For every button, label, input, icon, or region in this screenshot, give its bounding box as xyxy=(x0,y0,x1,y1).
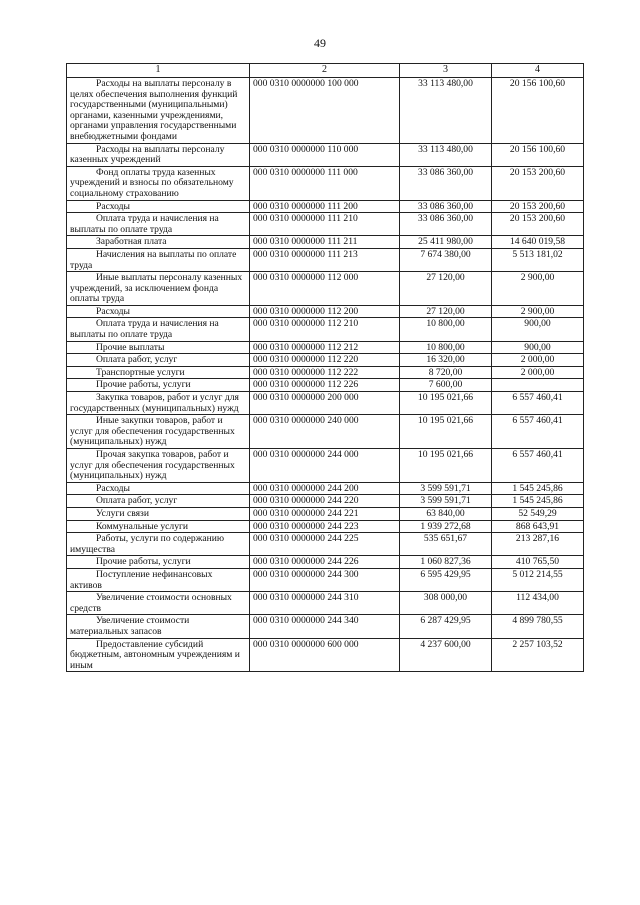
row-code-cell: 000 0310 0000000 111 000 xyxy=(250,166,400,200)
row-plan-value: 1 060 827,36 xyxy=(400,556,492,569)
row-plan-value: 33 086 360,00 xyxy=(400,200,492,213)
row-name-cell: Прочие работы, услуги xyxy=(67,379,250,392)
table-row xyxy=(67,592,584,615)
row-plan-value: 4 237 600,00 xyxy=(400,638,492,672)
row-name-cell: Иные закупки товаров, работ и услуг для обеспечения государственных (муниципальных) нужд xyxy=(67,415,250,449)
table-row xyxy=(67,638,584,672)
row-name-cell: Расходы xyxy=(67,482,250,495)
row-code-cell: 000 0310 0000000 244 300 xyxy=(250,568,400,591)
row-name-cell: Коммунальные услуги xyxy=(67,520,250,533)
row-actual-value: 2 900,00 xyxy=(492,305,584,318)
row-plan-value: 27 120,00 xyxy=(400,305,492,318)
table-row xyxy=(67,520,584,533)
row-code-cell: 000 0310 0000000 112 200 xyxy=(250,305,400,318)
row-actual-value: 112 434,00 xyxy=(492,592,584,615)
row-name-cell: Работы, услуги по содержанию имущества xyxy=(67,533,250,556)
row-plan-value: 7 674 380,00 xyxy=(400,248,492,271)
table-row xyxy=(67,213,584,236)
row-actual-value: 868 643,91 xyxy=(492,520,584,533)
row-plan-value: 10 195 021,66 xyxy=(400,415,492,449)
table-row xyxy=(67,318,584,341)
row-code-cell: 000 0310 0000000 244 200 xyxy=(250,482,400,495)
column-header: 1 xyxy=(67,64,250,78)
table-row xyxy=(67,495,584,508)
row-code-cell: 000 0310 0000000 244 221 xyxy=(250,507,400,520)
row-name-cell: Расходы xyxy=(67,200,250,213)
row-name-cell: Прочие работы, услуги xyxy=(67,556,250,569)
row-actual-value: 900,00 xyxy=(492,341,584,354)
row-code-cell: 000 0310 0000000 244 226 xyxy=(250,556,400,569)
row-actual-value: 410 765,50 xyxy=(492,556,584,569)
row-actual-value: 4 899 780,55 xyxy=(492,615,584,638)
row-plan-value: 535 651,67 xyxy=(400,533,492,556)
column-header: 3 xyxy=(400,64,492,78)
table-row xyxy=(67,507,584,520)
row-name-cell: Иные выплаты персоналу казенных учреждений, за исключением фонда оплаты труда xyxy=(67,272,250,306)
row-actual-value: 900,00 xyxy=(492,318,584,341)
row-plan-value: 7 600,00 xyxy=(400,379,492,392)
row-plan-value: 1 939 272,68 xyxy=(400,520,492,533)
row-actual-value: 6 557 460,41 xyxy=(492,392,584,415)
row-actual-value: 213 287,16 xyxy=(492,533,584,556)
budget-table xyxy=(66,63,584,672)
row-actual-value: 20 156 100,60 xyxy=(492,78,584,144)
row-plan-value: 6 287 429,95 xyxy=(400,615,492,638)
row-plan-value: 33 113 480,00 xyxy=(400,143,492,166)
row-code-cell: 000 0310 0000000 244 340 xyxy=(250,615,400,638)
row-plan-value: 63 840,00 xyxy=(400,507,492,520)
row-actual-value: 2 257 103,52 xyxy=(492,638,584,672)
row-name-cell: Начисления на выплаты по оплате труда xyxy=(67,248,250,271)
row-plan-value: 25 411 980,00 xyxy=(400,236,492,249)
row-actual-value: 20 153 200,60 xyxy=(492,200,584,213)
table-row xyxy=(67,354,584,367)
row-code-cell: 000 0310 0000000 111 213 xyxy=(250,248,400,271)
row-code-cell: 000 0310 0000000 112 212 xyxy=(250,341,400,354)
column-header: 4 xyxy=(492,64,584,78)
table-row xyxy=(67,482,584,495)
row-code-cell: 000 0310 0000000 112 220 xyxy=(250,354,400,367)
table-row xyxy=(67,615,584,638)
row-code-cell: 000 0310 0000000 111 200 xyxy=(250,200,400,213)
row-code-cell: 000 0310 0000000 244 310 xyxy=(250,592,400,615)
row-name-cell: Прочая закупка товаров, работ и услуг для обеспечения государственных (муниципальных) нужд xyxy=(67,449,250,483)
row-code-cell: 000 0310 0000000 244 220 xyxy=(250,495,400,508)
row-plan-value: 10 195 021,66 xyxy=(400,449,492,483)
row-code-cell: 000 0310 0000000 111 211 xyxy=(250,236,400,249)
row-name-cell: Транспортные услуги xyxy=(67,366,250,379)
table-row xyxy=(67,305,584,318)
row-plan-value: 8 720,00 xyxy=(400,366,492,379)
row-name-cell: Предоставление субсидий бюджетным, автономным учреждениям и иным xyxy=(67,638,250,672)
row-plan-value: 6 595 429,95 xyxy=(400,568,492,591)
row-actual-value: 52 549,29 xyxy=(492,507,584,520)
table-row xyxy=(67,556,584,569)
table-body xyxy=(67,78,584,672)
row-code-cell: 000 0310 0000000 244 223 xyxy=(250,520,400,533)
row-name-cell: Оплата работ, услуг xyxy=(67,495,250,508)
row-plan-value: 33 086 360,00 xyxy=(400,213,492,236)
row-actual-value: 20 156 100,60 xyxy=(492,143,584,166)
row-plan-value: 33 086 360,00 xyxy=(400,166,492,200)
row-actual-value: 5 012 214,55 xyxy=(492,568,584,591)
row-name-cell: Расходы на выплаты персоналу в целях обеспечения выполнения функций государственными (муниципальными) органами, казенными учреждениями, органами управления государственными внебюджетными фондами xyxy=(67,78,250,144)
row-name-cell: Оплата труда и начисления на выплаты по оплате труда xyxy=(67,213,250,236)
row-plan-value: 33 113 480,00 xyxy=(400,78,492,144)
header-row xyxy=(67,64,584,78)
row-actual-value: 20 153 200,60 xyxy=(492,166,584,200)
row-code-cell: 000 0310 0000000 111 210 xyxy=(250,213,400,236)
row-plan-value: 27 120,00 xyxy=(400,272,492,306)
row-actual-value: 5 513 181,02 xyxy=(492,248,584,271)
row-plan-value: 10 800,00 xyxy=(400,318,492,341)
row-actual-value: 6 557 460,41 xyxy=(492,449,584,483)
row-plan-value: 10 195 021,66 xyxy=(400,392,492,415)
row-code-cell: 000 0310 0000000 112 226 xyxy=(250,379,400,392)
row-plan-value: 3 599 591,71 xyxy=(400,482,492,495)
row-code-cell: 000 0310 0000000 112 000 xyxy=(250,272,400,306)
row-code-cell: 000 0310 0000000 240 000 xyxy=(250,415,400,449)
row-name-cell: Оплата работ, услуг xyxy=(67,354,250,367)
table-row xyxy=(67,272,584,306)
row-name-cell: Расходы на выплаты персоналу казенных учреждений xyxy=(67,143,250,166)
row-actual-value: 6 557 460,41 xyxy=(492,415,584,449)
table-row xyxy=(67,366,584,379)
row-plan-value: 10 800,00 xyxy=(400,341,492,354)
table-row xyxy=(67,379,584,392)
row-name-cell: Поступление нефинансовых активов xyxy=(67,568,250,591)
row-plan-value: 16 320,00 xyxy=(400,354,492,367)
table-row xyxy=(67,415,584,449)
table-row xyxy=(67,449,584,483)
row-code-cell: 000 0310 0000000 112 222 xyxy=(250,366,400,379)
row-actual-value: 2 000,00 xyxy=(492,354,584,367)
row-actual-value: 2 000,00 xyxy=(492,366,584,379)
row-plan-value: 308 000,00 xyxy=(400,592,492,615)
table-row xyxy=(67,166,584,200)
table-row xyxy=(67,78,584,144)
row-code-cell: 000 0310 0000000 112 210 xyxy=(250,318,400,341)
row-name-cell: Оплата труда и начисления на выплаты по оплате труда xyxy=(67,318,250,341)
row-name-cell: Расходы xyxy=(67,305,250,318)
row-name-cell: Услуги связи xyxy=(67,507,250,520)
row-code-cell: 000 0310 0000000 244 000 xyxy=(250,449,400,483)
row-name-cell: Увеличение стоимости основных средств xyxy=(67,592,250,615)
row-code-cell: 000 0310 0000000 100 000 xyxy=(250,78,400,144)
table-row xyxy=(67,341,584,354)
row-name-cell: Заработная плата xyxy=(67,236,250,249)
row-code-cell: 000 0310 0000000 200 000 xyxy=(250,392,400,415)
table-row xyxy=(67,200,584,213)
table-row xyxy=(67,143,584,166)
row-code-cell: 000 0310 0000000 600 000 xyxy=(250,638,400,672)
row-actual-value xyxy=(492,379,584,392)
table-row xyxy=(67,533,584,556)
row-name-cell: Прочие выплаты xyxy=(67,341,250,354)
row-plan-value: 3 599 591,71 xyxy=(400,495,492,508)
row-code-cell: 000 0310 0000000 110 000 xyxy=(250,143,400,166)
row-name-cell: Увеличение стоимости материальных запасов xyxy=(67,615,250,638)
table-row xyxy=(67,248,584,271)
page-number: 49 xyxy=(314,36,326,50)
table-row xyxy=(67,392,584,415)
row-actual-value: 20 153 200,60 xyxy=(492,213,584,236)
row-code-cell: 000 0310 0000000 244 225 xyxy=(250,533,400,556)
row-actual-value: 1 545 245,86 xyxy=(492,495,584,508)
table-row xyxy=(67,236,584,249)
row-actual-value: 2 900,00 xyxy=(492,272,584,306)
row-actual-value: 14 640 019,58 xyxy=(492,236,584,249)
row-name-cell: Закупка товаров, работ и услуг для государственных (муниципальных) нужд xyxy=(67,392,250,415)
table-row xyxy=(67,568,584,591)
row-name-cell: Фонд оплаты труда казенных учреждений и взносы по обязательному социальному страхованию xyxy=(67,166,250,200)
row-actual-value: 1 545 245,86 xyxy=(492,482,584,495)
column-header: 2 xyxy=(250,64,400,78)
